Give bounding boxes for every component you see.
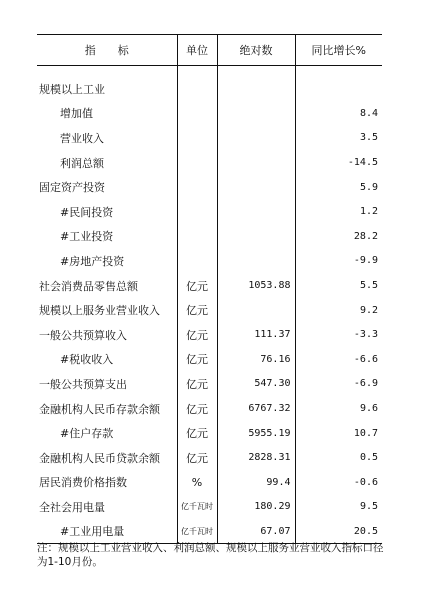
row-absolute: 5955.19 bbox=[217, 421, 295, 446]
table-spacer-row bbox=[37, 66, 382, 77]
header-indicator: 指标 bbox=[37, 35, 177, 66]
row-yoy: 20.5 bbox=[295, 519, 382, 544]
row-unit: 亿元 bbox=[177, 396, 217, 421]
table-row bbox=[37, 347, 382, 372]
table-footnote: 注：规模以上工业营业收入、利润总额、规模以上服务业营业收入指标口径为1-10月份。 bbox=[37, 542, 384, 568]
row-absolute: 67.07 bbox=[217, 519, 295, 544]
row-yoy: 9.2 bbox=[295, 298, 382, 323]
row-absolute: 99.4 bbox=[217, 470, 295, 495]
row-unit: 亿元 bbox=[177, 347, 217, 372]
statistics-table bbox=[37, 34, 382, 544]
row-name: 增加值 bbox=[60, 107, 93, 121]
row-yoy: -9.9 bbox=[295, 249, 382, 274]
row-name: 社会消费品零售总额 bbox=[39, 279, 138, 293]
row-yoy: 8.4 bbox=[295, 101, 382, 126]
row-yoy: 5.9 bbox=[295, 175, 382, 200]
row-unit bbox=[177, 101, 217, 126]
row-name: 一般公共预算支出 bbox=[39, 377, 127, 391]
table-row bbox=[37, 126, 382, 151]
row-absolute bbox=[217, 249, 295, 274]
table-row bbox=[37, 150, 382, 175]
row-unit: 亿元 bbox=[177, 445, 217, 470]
row-unit bbox=[177, 175, 217, 200]
table-row bbox=[37, 396, 382, 421]
table-row bbox=[37, 495, 382, 520]
row-unit bbox=[177, 126, 217, 151]
row-unit bbox=[177, 199, 217, 224]
row-unit: 亿元 bbox=[177, 273, 217, 298]
row-name: #民间投资 bbox=[60, 205, 114, 219]
row-name: 全社会用电量 bbox=[39, 500, 105, 514]
row-yoy: 28.2 bbox=[295, 224, 382, 249]
table-row bbox=[37, 298, 382, 323]
row-name: #工业投资 bbox=[60, 230, 114, 244]
row-absolute bbox=[217, 101, 295, 126]
row-absolute bbox=[217, 298, 295, 323]
row-unit: 亿元 bbox=[177, 322, 217, 347]
row-yoy: 3.5 bbox=[295, 126, 382, 151]
table-row bbox=[37, 445, 382, 470]
row-name: #住户存款 bbox=[60, 427, 114, 441]
row-name: 金融机构人民币贷款余额 bbox=[39, 451, 160, 465]
row-absolute bbox=[217, 150, 295, 175]
table-row bbox=[37, 372, 382, 397]
row-yoy: -6.9 bbox=[295, 372, 382, 397]
row-name: 利润总额 bbox=[60, 156, 104, 170]
row-yoy: -6.6 bbox=[295, 347, 382, 372]
row-yoy bbox=[295, 77, 382, 102]
row-unit bbox=[177, 77, 217, 102]
row-absolute bbox=[217, 77, 295, 102]
row-unit bbox=[177, 224, 217, 249]
row-unit: 亿千瓦时 bbox=[177, 495, 217, 520]
table-row bbox=[37, 199, 382, 224]
row-name: 规模以上工业 bbox=[39, 82, 105, 96]
table-header-row bbox=[37, 35, 382, 66]
row-absolute: 76.16 bbox=[217, 347, 295, 372]
row-unit: 亿元 bbox=[177, 298, 217, 323]
row-absolute bbox=[217, 199, 295, 224]
row-yoy: -3.3 bbox=[295, 322, 382, 347]
header-absolute: 绝对数 bbox=[217, 35, 295, 66]
row-name: 居民消费价格指数 bbox=[39, 476, 127, 490]
row-unit: 亿元 bbox=[177, 372, 217, 397]
row-yoy: 9.6 bbox=[295, 396, 382, 421]
row-unit bbox=[177, 249, 217, 274]
table-row bbox=[37, 175, 382, 200]
row-name: 金融机构人民币存款余额 bbox=[39, 402, 160, 416]
row-name: 一般公共预算收入 bbox=[39, 328, 127, 342]
row-name: 固定资产投资 bbox=[39, 181, 105, 195]
table-row bbox=[37, 101, 382, 126]
header-unit: 单位 bbox=[177, 35, 217, 66]
row-absolute: 6767.32 bbox=[217, 396, 295, 421]
table-row bbox=[37, 421, 382, 446]
table-row bbox=[37, 249, 382, 274]
row-yoy: -0.6 bbox=[295, 470, 382, 495]
row-yoy: 5.5 bbox=[295, 273, 382, 298]
table-row bbox=[37, 470, 382, 495]
row-name: #房地产投资 bbox=[60, 254, 125, 268]
row-absolute bbox=[217, 175, 295, 200]
row-unit: % bbox=[177, 470, 217, 495]
row-unit: 亿元 bbox=[177, 421, 217, 446]
row-yoy: 1.2 bbox=[295, 199, 382, 224]
header-yoy: 同比增长% bbox=[295, 35, 382, 66]
row-absolute bbox=[217, 126, 295, 151]
row-unit bbox=[177, 150, 217, 175]
row-absolute: 111.37 bbox=[217, 322, 295, 347]
row-yoy: 0.5 bbox=[295, 445, 382, 470]
row-yoy: 10.7 bbox=[295, 421, 382, 446]
row-absolute: 180.29 bbox=[217, 495, 295, 520]
row-name: #税收收入 bbox=[60, 353, 114, 367]
row-yoy: -14.5 bbox=[295, 150, 382, 175]
row-yoy: 9.5 bbox=[295, 495, 382, 520]
row-name: 营业收入 bbox=[60, 131, 104, 145]
row-absolute: 1053.88 bbox=[217, 273, 295, 298]
table-row bbox=[37, 322, 382, 347]
row-absolute bbox=[217, 224, 295, 249]
row-absolute: 2828.31 bbox=[217, 445, 295, 470]
row-absolute: 547.30 bbox=[217, 372, 295, 397]
row-unit: 亿千瓦时 bbox=[177, 519, 217, 544]
table-row bbox=[37, 77, 382, 102]
table-row bbox=[37, 224, 382, 249]
table-row bbox=[37, 273, 382, 298]
row-name: 规模以上服务业营业收入 bbox=[39, 304, 160, 318]
row-name: #工业用电量 bbox=[37, 519, 177, 544]
